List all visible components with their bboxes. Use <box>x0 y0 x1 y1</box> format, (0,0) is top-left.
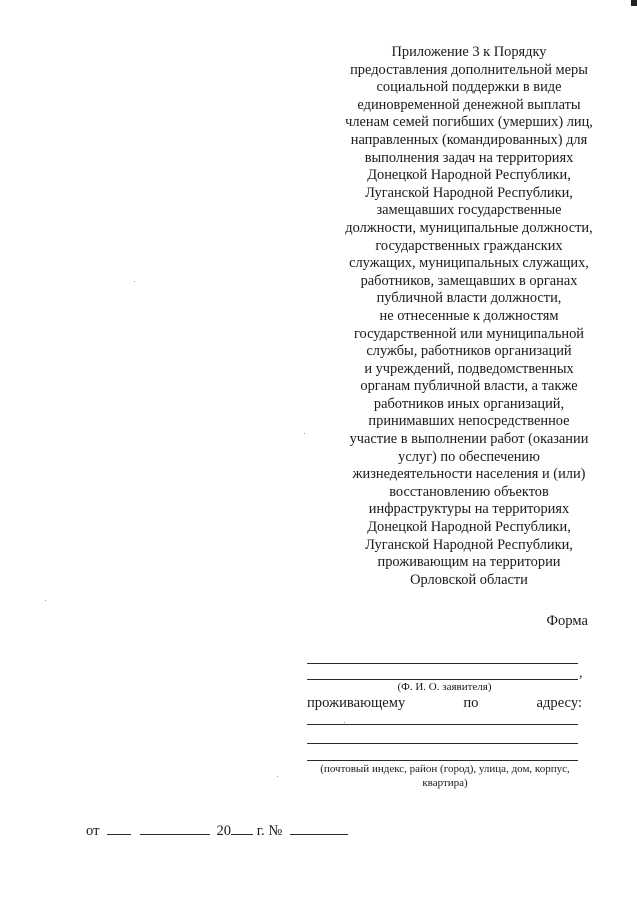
scan-corner-mark <box>631 0 637 6</box>
address-word: адресу: <box>536 695 582 711</box>
appendix-line: Донецкой Народной Республики, <box>367 519 571 536</box>
appendix-line: публичной власти должности, <box>376 290 562 307</box>
appendix-line: выполнения задач на территориях <box>364 149 574 166</box>
appendix-line: Донецкой Народной Республики, <box>367 167 571 184</box>
scan-speck <box>277 776 278 777</box>
appendix-line: и учреждений, подведомственных <box>364 360 574 377</box>
date-year-prefix: 20 <box>216 823 232 839</box>
appendix-line: работников, замещавших в органах <box>360 272 578 289</box>
appendix-line: замещавших государственные <box>376 202 562 219</box>
appendix-line: проживающим на территории <box>377 554 561 571</box>
date-day-blank[interactable] <box>107 822 131 835</box>
appendix-line: органам публичной власти, а также <box>360 378 578 395</box>
document-number-blank[interactable] <box>290 822 348 835</box>
address-line-2[interactable] <box>307 743 578 744</box>
appendix-line: Луганской Народной Республики, <box>365 536 573 553</box>
date-month-blank[interactable] <box>140 822 210 835</box>
appendix-line: не отнесенные к должностям <box>379 307 559 324</box>
address-caption-line-1: (почтовый индекс, район (город), улица, дом, корпус, <box>320 763 570 775</box>
by-word: по <box>463 695 479 711</box>
appendix-line: Приложение 3 к Порядку <box>391 44 547 60</box>
appendix-line: государственной или муниципальной <box>353 325 584 342</box>
scan-speck <box>45 600 46 601</box>
applicant-name-line-2[interactable] <box>307 679 578 680</box>
appendix-line: участие в выполнении работ (оказании <box>349 431 589 448</box>
date-from-label: от <box>86 823 100 839</box>
appendix-line: работников иных организаций, <box>373 395 565 412</box>
appendix-line: Орловской области <box>410 571 528 588</box>
address-line-3[interactable] <box>307 760 578 761</box>
appendix-line: единовременной денежной выплаты <box>357 96 581 113</box>
appendix-line: услуг) по обеспечению <box>398 448 540 465</box>
address-caption <box>304 762 586 790</box>
date-number-label: г. № <box>256 823 283 839</box>
date-number-line <box>86 822 348 840</box>
applicant-comma: , <box>579 666 583 681</box>
appendix-line: службы, работников организаций <box>366 343 572 360</box>
appendix-line: должности, муниципальные должности, <box>345 219 593 236</box>
appendix-line: принимавших непосредственное <box>368 413 570 430</box>
appendix-line: восстановлению объектов <box>389 483 549 500</box>
residing-word: проживающему <box>307 695 406 711</box>
form-label: Форма <box>546 613 588 629</box>
appendix-line: предоставления дополнительной меры <box>350 61 588 78</box>
appendix-line: направленных (командированных) для <box>350 131 588 148</box>
appendix-line: Луганской Народной Республики, <box>365 184 573 201</box>
date-year-blank[interactable] <box>231 822 253 835</box>
scan-speck <box>344 722 345 723</box>
appendix-line: жизнедеятельности населения и (или) <box>352 466 586 483</box>
appendix-line: служащих, муниципальных служащих, <box>349 255 589 272</box>
address-caption-line-2: квартира) <box>422 777 468 789</box>
scan-speck <box>134 281 135 282</box>
appendix-line: инфраструктуры на территориях <box>368 501 570 518</box>
residing-at-address-label <box>307 695 582 712</box>
scan-speck <box>304 433 305 434</box>
appendix-line: членам семей погибших (умерших) лиц, <box>345 114 593 131</box>
appendix-header-block <box>330 44 608 589</box>
applicant-name-caption: (Ф. И. О. заявителя) <box>397 681 492 693</box>
appendix-line: государственных гражданских <box>375 237 563 254</box>
appendix-line: социальной поддержки в виде <box>376 79 562 96</box>
applicant-name-line-1[interactable] <box>307 663 578 664</box>
address-line-1[interactable] <box>307 724 578 725</box>
